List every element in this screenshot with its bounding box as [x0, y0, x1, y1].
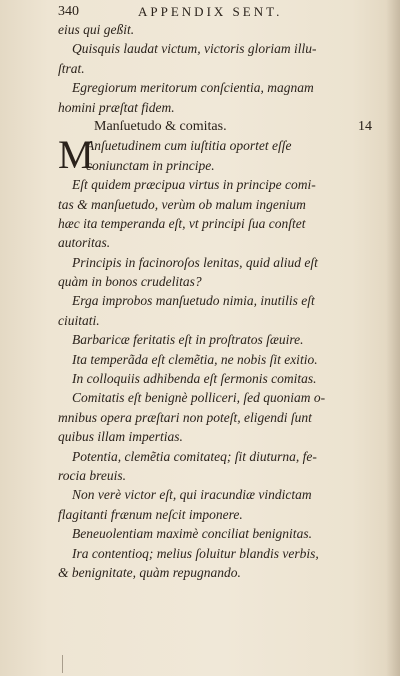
- text-line: Non verè victor eſt, qui iracundiæ vindictam: [72, 487, 312, 503]
- text-line: Eſt quidem præcipua virtus in principe comi-: [72, 177, 316, 193]
- text-line: Comitatis eſt benignè polliceri, ſed quoniam o-: [72, 390, 326, 406]
- margin-mark: [62, 655, 63, 673]
- text-line: coniunctam in principe.: [86, 157, 215, 173]
- running-title: APPENDIX SENT.: [138, 4, 283, 19]
- text-line: quàm in bonos crudelitas?: [58, 274, 202, 290]
- text-line: ſtrat.: [58, 60, 85, 76]
- dropcap-paragraph: [58, 132, 378, 178]
- text-line: flagitanti frænum neſcit imponere.: [58, 506, 243, 522]
- section-heading: [58, 117, 378, 136]
- text-line: Egregiorum meritorum conſcientia, magnam: [72, 80, 314, 96]
- text-line: Anſuetudinem cum iuſtitia oportet eſſe: [86, 138, 292, 154]
- page-number: 340: [58, 4, 79, 19]
- text-line: homini præſtat fidem.: [58, 99, 175, 115]
- text-line: Ira contentioq; melius ſoluitur blandis verbis,: [72, 545, 319, 561]
- text-line: & benignitate, quàm repugnando.: [58, 564, 241, 580]
- text-line: eius qui geßit.: [58, 22, 135, 37]
- text-line: Principis in facinoroſos lenitas, quid aliud eſt: [72, 254, 318, 270]
- text-line: Ita temperãda eſt clemẽtia, ne nobis ſit exitio.: [72, 351, 318, 367]
- page-text: [58, 20, 378, 582]
- text-line: mnibus opera præſtari non poteſt, eligendi ſunt: [58, 409, 312, 425]
- text-line: tas & manſuetudo, verùm ob malum ingenium: [58, 196, 306, 212]
- text-line: Beneuolentiam maximè conciliat benignitas.: [72, 526, 312, 542]
- text-line: rocia breuis.: [58, 467, 126, 483]
- text-line: autoritas.: [58, 235, 111, 251]
- text-line: Quisquis laudat victum, victoris gloriam illu-: [72, 41, 317, 57]
- text-line: hæc ita temperanda eſt, vt principi ſua conſtet: [58, 215, 306, 231]
- gutter-shadow: [386, 0, 400, 676]
- text-line: In colloquiis adhibenda eſt ſermonis comitas.: [72, 371, 317, 387]
- section-number: 14: [358, 118, 372, 134]
- text-line: quibus illam impertias.: [58, 429, 183, 445]
- section-title: Manſuetudo & comitas.: [94, 118, 227, 134]
- text-line: Erga improbos manſuetudo nimia, inutilis eſt: [72, 293, 315, 309]
- text-line: ciuitati.: [58, 312, 100, 328]
- text-line: Potentia, clemẽtia comitateq; ſit diuturna, fe-: [72, 448, 317, 464]
- drop-capital: M: [58, 132, 94, 178]
- text-line: Barbaricæ feritatis eſt in proſtratos ſæuire.: [72, 332, 304, 348]
